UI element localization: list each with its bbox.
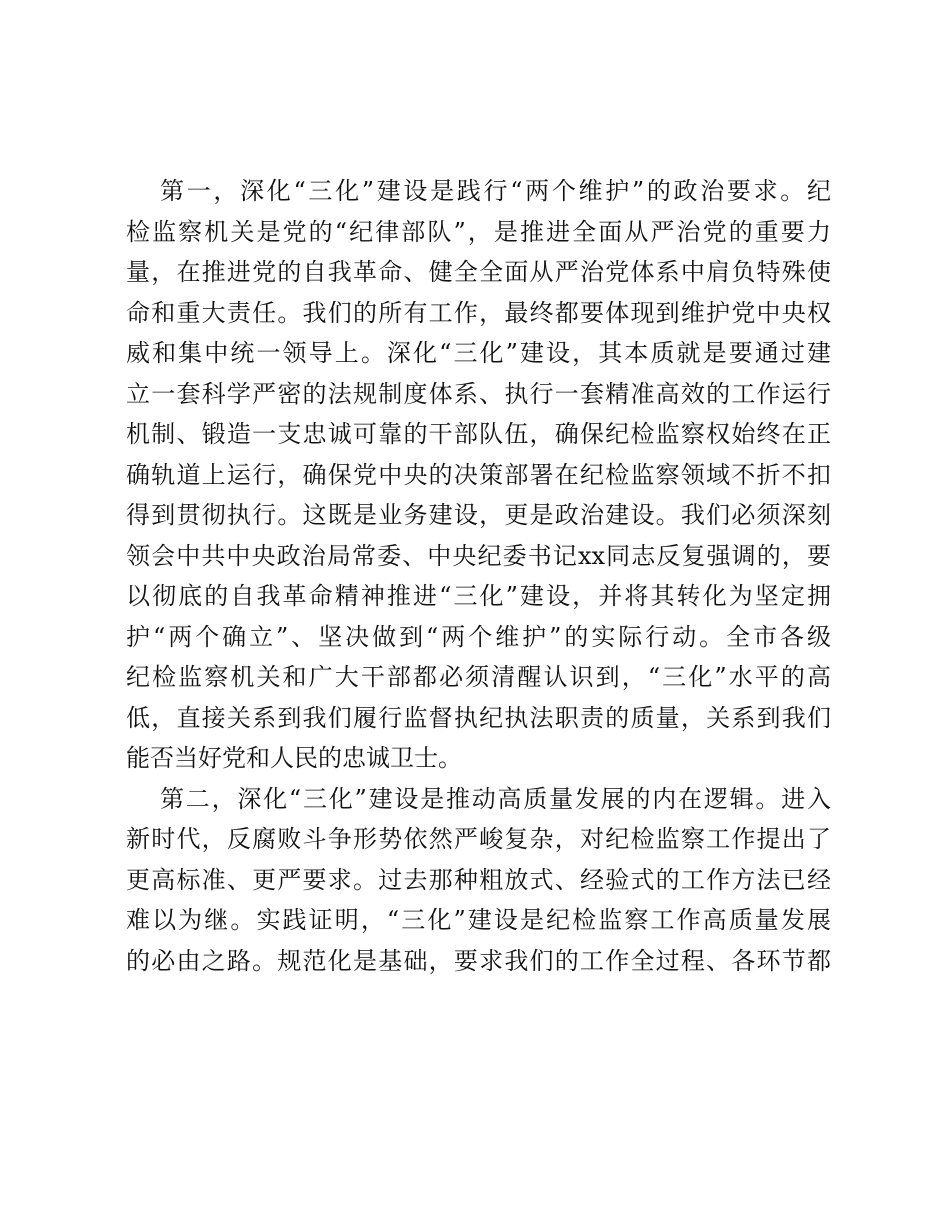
paragraph-line: 护“两个确立”、坚决做到“两个维护”的实际行动。全市各级	[126, 622, 831, 651]
paragraph-line: 第一，深化“三化”建设是践行“两个维护”的政治要求。纪	[160, 177, 831, 205]
paragraph-1	[126, 171, 831, 779]
paragraph-line: 得到贯彻执行。这既是业务建设，更是政治建设。我们必须深刻	[126, 501, 831, 529]
paragraph-2	[126, 779, 831, 982]
paragraph-line: 以彻底的自我革命精神推进“三化”建设，并将其转化为坚定拥	[126, 582, 831, 610]
paragraph-line: 量，在推进党的自我革命、健全全面从严治党体系中肩负特殊使	[126, 258, 831, 286]
paragraph-line: 检监察机关是党的“纪律部队”，是推进全面从严治党的重要力	[126, 217, 831, 246]
paragraph-line: 难以为继。实践证明，“三化”建设是纪检监察工作高质量发展	[126, 906, 831, 934]
paragraph-line: 机制、锻造一支忠诚可靠的干部队伍，确保纪检监察权始终在正	[126, 420, 831, 448]
paragraph-line: 第二，深化“三化”建设是推动高质量发展的内在逻辑。进入	[160, 784, 831, 813]
paragraph-line: 威和集中统一领导上。深化“三化”建设，其本质就是要通过建	[126, 339, 831, 367]
paragraph-line: 能否当好党和人民的忠诚卫士。	[126, 744, 462, 772]
document-body	[126, 171, 831, 981]
paragraph-line: 更高标准、更严要求。过去那种粗放式、经验式的工作方法已经	[126, 865, 831, 894]
paragraph-line: 纪检监察机关和广大干部都必须清醒认识到，“三化”水平的高	[126, 663, 831, 691]
paragraph-line: 立一套科学严密的法规制度体系、执行一套精准高效的工作运行	[126, 379, 831, 408]
paragraph-line: 领会中共中央政治局常委、中央纪委书记xx同志反复强调的，要	[126, 541, 831, 570]
paragraph-line: 的必由之路。规范化是基础，要求我们的工作全过程、各环节都	[126, 946, 831, 975]
paragraph-line: 确轨道上运行，确保党中央的决策部署在纪检监察领域不折不扣	[126, 460, 831, 489]
paragraph-line: 命和重大责任。我们的所有工作，最终都要体现到维护党中央权	[126, 298, 831, 327]
paragraph-line: 低，直接关系到我们履行监督执纪执法职责的质量，关系到我们	[126, 703, 831, 732]
paragraph-line: 新时代，反腐败斗争形势依然严峻复杂，对纪检监察工作提出了	[126, 825, 831, 853]
